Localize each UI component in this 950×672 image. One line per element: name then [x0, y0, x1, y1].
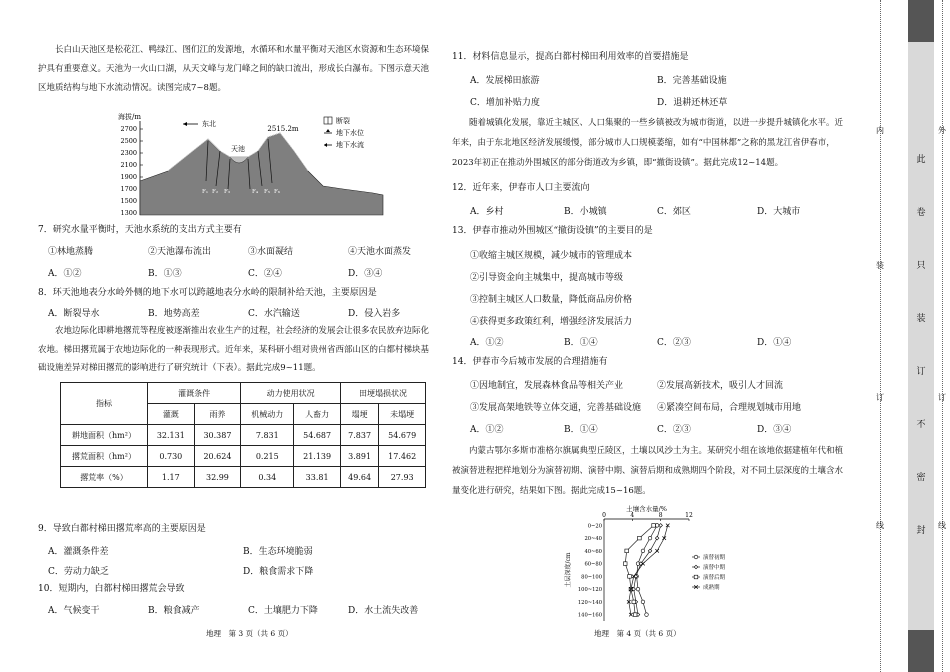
chart-xtick: 0	[602, 512, 606, 519]
page-footer-right: 地理 第 4 页（共 6 页）	[594, 629, 681, 638]
diagram-ytick: 1500	[120, 197, 137, 205]
bar-char: 密	[916, 473, 926, 483]
q9-option-a[interactable]: A．灌溉条件差	[48, 547, 109, 557]
chart-ytick: 80~100	[581, 574, 602, 581]
q7-item-2: ②天池瀑布流出	[148, 247, 212, 257]
binding-bar	[908, 0, 934, 672]
q12-stem: 12．近年来，伊春市人口主要流向	[452, 183, 590, 193]
fault-label: F₅	[264, 189, 271, 195]
table-cell: 0.34	[241, 467, 294, 488]
peak-label: 2515.2m	[267, 125, 299, 133]
table-cell: 33.81	[294, 467, 341, 488]
data-point	[632, 600, 636, 604]
table-cell: 7.831	[241, 425, 294, 446]
data-point	[623, 562, 627, 566]
intro-passage-2: 农地边际化即耕地撂荒等程度被逐渐推出农业生产的过程，社会经济的发展会让很多农民放弃边际化农地。梯田撂荒属于农地边际化的一种表现形式。近年来，某科研小组对贵州省西部山区的白都村梯块基础设施差异对梯田撂荒的影响进行了研究统计（下表）。据此完成9~11题。	[38, 326, 430, 373]
q10-option-a[interactable]: A．气候变干	[48, 606, 100, 616]
q14-item-3: ③发展高架地铁等立体交通，完善基础设施	[470, 403, 642, 413]
table-cell: 27.93	[379, 467, 426, 488]
q14-option-d[interactable]: D．③④	[757, 425, 792, 435]
legend-label: 成熟期	[703, 585, 720, 591]
q10-option-d[interactable]: D．水土流失改善	[348, 606, 419, 616]
intro-passage-4: 内蒙古鄂尔多斯市准格尔旗属典型丘陵区，土壤以风沙土为主。某研究小组在该地依据建植年代和植被演替进程把样地划分为演替初期、演替中期、演替后期和成熟期四个阶段，对不同土层深度的土壤含水量变化进行研究，结果如下图。据此完成15~16题。	[452, 446, 844, 496]
chart-ytick: 20~40	[584, 536, 602, 543]
legend-water-flow: 地下水流	[336, 141, 364, 149]
table-cell: 7.837	[340, 425, 378, 446]
table-cell: 3.891	[340, 446, 378, 467]
q12-option-c[interactable]: C．郊区	[657, 207, 691, 217]
data-point	[659, 524, 663, 528]
intro-passage-3: 随着城镇化发展，靠近主城区、人口集聚的一些乡镇被改为城市街道，以进一步提升城镇化水平。近年来，由于东北地区经济发展缓慢，部分城市人口规模萎缩，如有“中国林都”之称的黑龙江省伊春市，2023年初正在推动外围城区的部分街道改为乡镇，即“撤街设镇”。据此完成12~14题。	[452, 118, 844, 168]
side-char: 订	[876, 393, 884, 402]
legend-label: 演替中期	[703, 565, 726, 571]
q8-option-c[interactable]: C．水汽输送	[248, 309, 300, 319]
q13-option-a[interactable]: A．①②	[470, 338, 504, 348]
q14-item-2: ②发展高新技术，吸引人才回流	[657, 381, 784, 391]
chart-xtick: 8	[658, 512, 663, 519]
diagram-ytick: 1700	[120, 185, 137, 193]
q13-item-3: ③控制主城区人口数量，降低商品房价格	[470, 295, 633, 305]
table-cell: 1.17	[148, 467, 195, 488]
page-footer-left: 地理 第 3 页（共 6 页）	[206, 629, 293, 638]
diagram-ytick: 2300	[120, 149, 137, 157]
q7-option-c[interactable]: C．②④	[248, 269, 282, 279]
q11-stem: 11．材料信息显示，提高白都村梯田利用效率的首要措施是	[452, 52, 689, 62]
bar-char: 此	[916, 155, 926, 165]
data-point	[694, 565, 698, 569]
table-row	[61, 467, 426, 488]
binding-margin	[868, 0, 950, 672]
side-char: 装	[876, 261, 884, 270]
q7-option-b[interactable]: B．①③	[148, 269, 182, 279]
bar-char: 不	[916, 420, 926, 430]
data-point	[694, 555, 698, 559]
data-point	[694, 575, 698, 579]
q10-option-c[interactable]: C．土壤肥力下降	[248, 606, 318, 616]
q9-option-b[interactable]: B．生态环境脆弱	[243, 547, 313, 557]
fault-label: F₁	[202, 189, 209, 195]
direction-label: 东北	[202, 120, 216, 128]
q14-stem: 14．伊春市今后城市发展的合理措施有	[452, 357, 608, 367]
table-group-header: 田埂塌损状况	[340, 383, 425, 404]
terrace-table	[60, 382, 426, 488]
chart-ytick: 140~160	[577, 612, 602, 619]
q9-option-c[interactable]: C．劳动力缺乏	[48, 567, 109, 577]
table-subheader: 机械动力	[241, 404, 294, 425]
data-point	[638, 536, 642, 540]
table-cell: 20.624	[194, 446, 241, 467]
bar-dark-top	[908, 0, 934, 42]
diagram-ylabel: 海拔/m	[118, 113, 141, 121]
legend-water-level: 地下水位	[336, 129, 364, 137]
q14-item-1: ①因地制宜，发展森林食品等相关产业	[470, 381, 624, 391]
q7-item-3: ③水面凝结	[248, 247, 294, 257]
dotted-line-inner	[942, 0, 943, 672]
q7-item-4: ④天池水面蒸发	[348, 247, 412, 257]
table-row	[61, 446, 426, 467]
table-cell: 49.64	[340, 467, 378, 488]
q11-option-c[interactable]: C．增加补贴力度	[470, 98, 540, 108]
q8-option-d[interactable]: D．侵入岩多	[348, 309, 401, 319]
data-point	[636, 587, 640, 591]
table-subheader: 灌溉	[148, 404, 195, 425]
q14-option-a[interactable]: A．①②	[470, 425, 504, 435]
q10-option-b[interactable]: B．粮食减产	[148, 606, 200, 616]
data-point	[652, 524, 656, 528]
side-char: 内	[876, 126, 884, 135]
chart-title: 土壤含水量/%	[626, 505, 667, 513]
chart-ylabel: 土层深度/cm	[565, 552, 572, 588]
chart-ytick: 0~20	[587, 523, 602, 530]
chart-ytick: 120~140	[577, 599, 602, 606]
table-row-label: 撂荒面积（hm²）	[61, 446, 148, 467]
legend-fault: 断裂	[336, 117, 350, 125]
table-cell: 54.687	[294, 425, 341, 446]
table-cell: 30.387	[194, 425, 241, 446]
bar-char: 装	[916, 314, 926, 324]
intro-passage-1: 长白山天池区是松花江、鸭绿江、图们江的发源地，水循环和水量平衡对天池区水资源和生态环境保护具有重要意义。天池为一火山口湖，从天文峰与龙门峰之间的缺口流出，形成长白瀑布。下图示意天池区地质结构与地下水流动情况。读图完成7~8题。	[38, 45, 430, 93]
q13-option-c[interactable]: C．②③	[657, 338, 691, 348]
table-row-label: 撂荒率（%）	[61, 467, 148, 488]
chart-xtick: 12	[685, 512, 693, 519]
data-point	[641, 549, 645, 553]
side-char: 线	[938, 521, 946, 530]
data-point	[655, 536, 659, 540]
data-point	[645, 613, 649, 617]
table-cell: 21.139	[294, 446, 341, 467]
bar-dark-bottom	[908, 630, 934, 672]
q11-option-a[interactable]: A．发展梯田旅游	[470, 76, 540, 86]
soil-moisture-chart	[564, 505, 734, 625]
q11-option-b[interactable]: B．完善基础设施	[657, 76, 727, 86]
table-subheader: 雨养	[194, 404, 241, 425]
table-row	[61, 425, 426, 446]
bar-char: 封	[916, 526, 926, 536]
table-cell: 17.462	[379, 446, 426, 467]
data-point	[655, 549, 659, 553]
q7-option-a[interactable]: A．①②	[48, 269, 82, 279]
bar-char: 只	[916, 261, 926, 271]
q8-option-b[interactable]: B．地势高差	[148, 309, 200, 319]
data-point	[641, 600, 645, 604]
chart-ytick: 60~80	[584, 561, 602, 568]
q12-option-b[interactable]: B．小城镇	[564, 207, 607, 217]
table-group-header: 动力使用状况	[241, 383, 341, 404]
diagram-ytick: 2700	[120, 125, 137, 133]
q13-option-d[interactable]: D．①④	[757, 338, 792, 348]
data-point	[625, 549, 629, 553]
table-indicator-header: 指标	[61, 383, 148, 425]
fault-label: F₂	[212, 189, 219, 195]
fault-label: F₄	[252, 189, 259, 195]
fault-label: F₆	[274, 189, 281, 195]
dotted-line-outer	[880, 0, 881, 672]
chart-xtick: 4	[630, 512, 635, 519]
geology-diagram	[98, 111, 388, 219]
legend-label: 演替初期	[703, 555, 726, 561]
lake-label: 天池	[231, 145, 245, 153]
q7-option-d[interactable]: D．③④	[348, 269, 383, 279]
diagram-ytick: 2100	[120, 161, 137, 169]
q14-option-b[interactable]: B．①④	[564, 425, 598, 435]
q13-item-2: ②引导资金向主城集中，提高城市等级	[470, 273, 624, 283]
table-cell: 32.99	[194, 467, 241, 488]
side-char: 外	[938, 126, 946, 135]
q12-option-d[interactable]: D．大城市	[757, 207, 801, 217]
table-row-label: 耕地面积（hm²）	[61, 425, 148, 446]
q13-item-4: ④获得更多政策红利，增强经济发展活力	[470, 317, 633, 327]
diagram-ytick: 1900	[120, 173, 137, 181]
bar-char: 订	[916, 367, 926, 377]
q7-stem: 7．研究水量平衡时，天池水系统的支出方式主要有	[38, 225, 242, 235]
q8-option-a[interactable]: A．断裂导水	[48, 309, 100, 319]
table-subheader: 人畜力	[294, 404, 341, 425]
table-subheader: 未塌埂	[379, 404, 426, 425]
side-char: 线	[876, 521, 884, 530]
table-cell: 32.131	[148, 425, 195, 446]
side-char: 订	[938, 393, 946, 402]
table-cell: 0.730	[148, 446, 195, 467]
q13-stem: 13．伊春市推动外围城区“撤街设镇”的主要目的是	[452, 226, 653, 236]
table-subheader: 塌埂	[340, 404, 378, 425]
data-point	[648, 536, 652, 540]
table-cell: 0.215	[241, 446, 294, 467]
legend-label: 演替后期	[703, 575, 726, 581]
diagram-ytick: 1300	[120, 209, 137, 217]
diagram-ytick: 2500	[120, 137, 137, 145]
q11-option-d[interactable]: D．退耕还林还草	[657, 98, 728, 108]
table-cell: 54.679	[379, 425, 426, 446]
chart-ytick: 100~120	[577, 587, 602, 594]
q13-option-b[interactable]: B．①④	[564, 338, 598, 348]
fault-label: F₃	[224, 189, 231, 195]
q13-item-1: ①收缩主城区规模，减少城市的管理成本	[470, 251, 633, 261]
chart-ytick: 40~60	[584, 548, 602, 555]
q8-stem: 8．环天池地表分水岭外侧的地下水可以跨越地表分水岭的限制补给天池，主要原因是	[38, 288, 377, 298]
q9-stem: 9．导致白都村梯田撂荒率高的主要原因是	[38, 524, 206, 534]
data-point	[633, 613, 637, 617]
q14-option-c[interactable]: C．②③	[657, 425, 691, 435]
table-group-header: 灌溉条件	[148, 383, 241, 404]
q7-item-1: ①林地蒸腾	[48, 247, 94, 257]
bar-char: 卷	[916, 208, 926, 218]
data-point	[655, 524, 659, 528]
q9-option-d[interactable]: D．粮食需求下降	[243, 567, 314, 577]
data-point	[628, 575, 632, 579]
q10-stem: 10．短期内，白都村梯田撂荒会导致	[38, 584, 185, 594]
q14-item-4: ④紧凑空间布局，合理规划城市用地	[657, 403, 802, 413]
q12-option-a[interactable]: A．乡村	[470, 207, 504, 217]
